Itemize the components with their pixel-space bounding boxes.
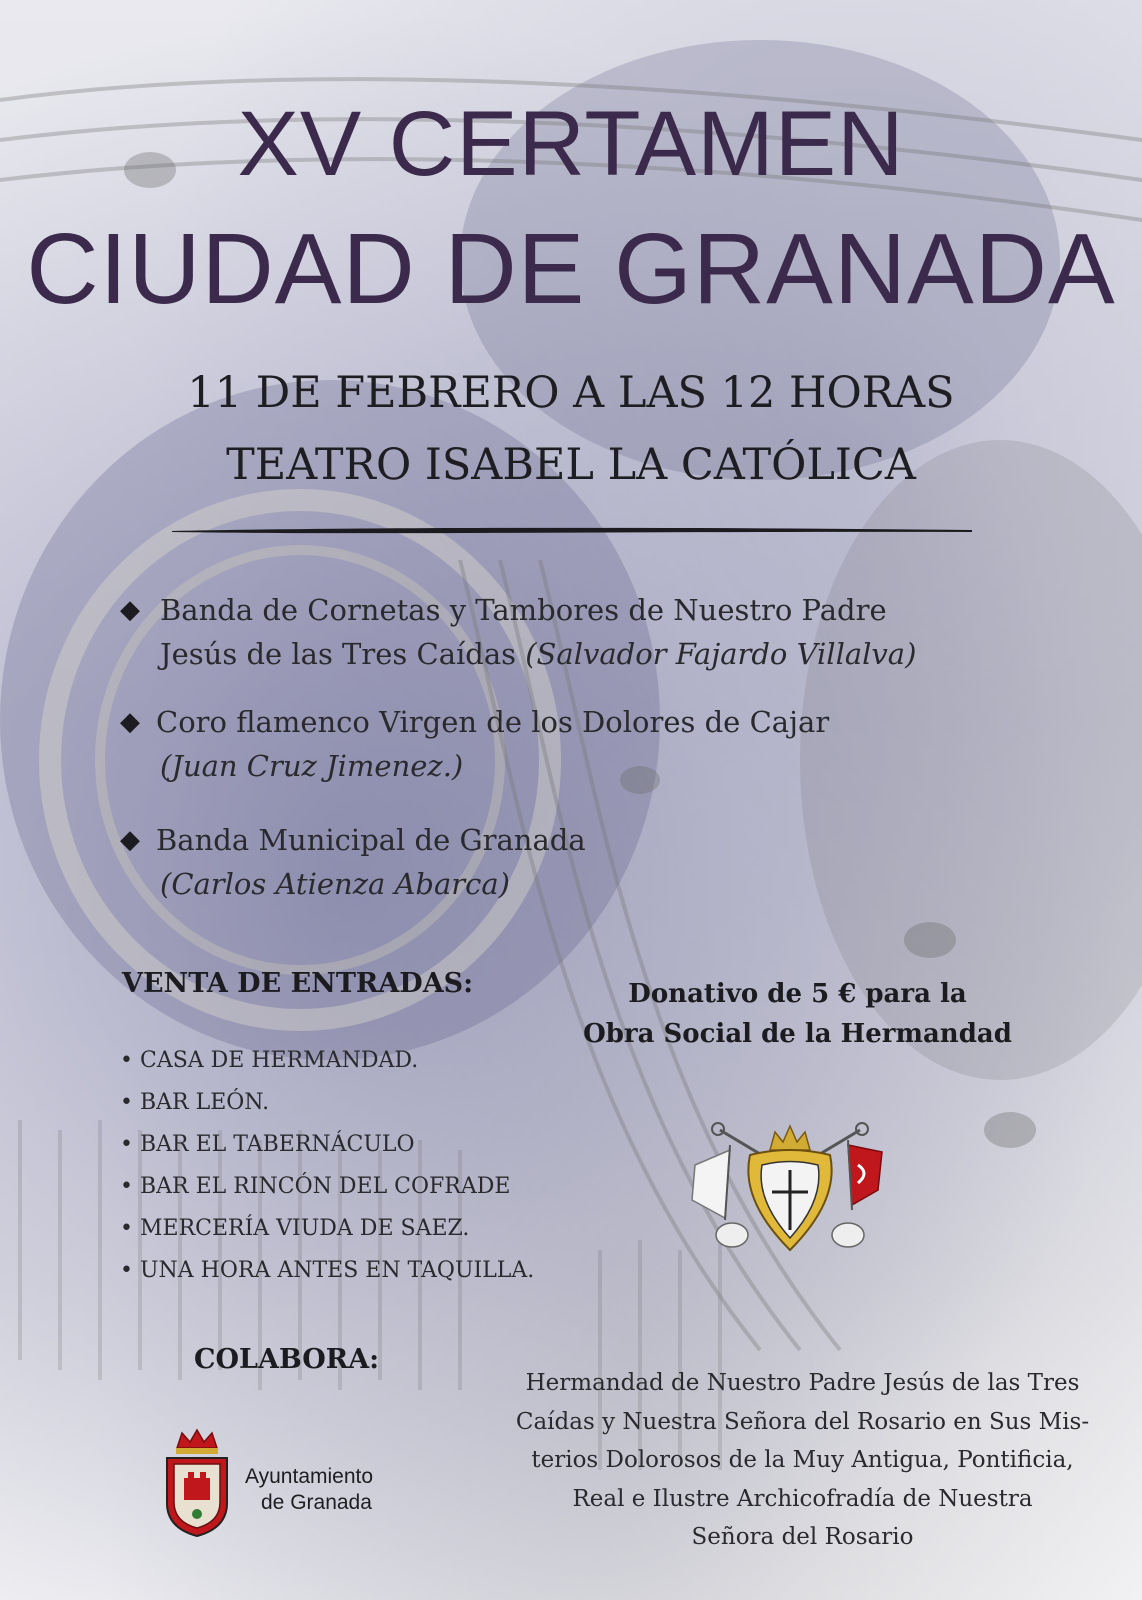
event-venue: TEATRO ISABEL LA CATÓLICA <box>226 440 916 490</box>
performer-name-cont: Jesús de las Tres Caídas <box>160 637 517 671</box>
donation-note <box>560 974 1035 1054</box>
brotherhood-line: terios Dolorosos de la Muy Antigua, Pontificia, <box>531 1447 1074 1473</box>
diamond-bullet-icon: ◆ <box>120 595 140 625</box>
brotherhood-crest-logo <box>690 1120 890 1270</box>
brotherhood-line: Señora del Rosario <box>691 1524 914 1550</box>
list-item: • BAR LEÓN. <box>120 1090 270 1115</box>
list-item: • UNA HORA ANTES EN TAQUILLA. <box>120 1258 535 1283</box>
performer-item <box>120 588 916 676</box>
performer-name: Banda Municipal de Granada <box>156 823 586 857</box>
list-item: • BAR EL RINCÓN DEL COFRADE <box>120 1174 511 1199</box>
performer-name: Coro flamenco Virgen de los Dolores de Cajar <box>156 705 830 739</box>
performer-director: (Juan Cruz Jimenez.) <box>160 749 464 783</box>
granada-city-logo-text <box>245 1464 373 1516</box>
diamond-bullet-icon: ◆ <box>120 707 140 737</box>
performer-director: (Carlos Atienza Abarca) <box>160 867 510 901</box>
divider-brush-stroke <box>172 526 972 536</box>
brotherhood-line: Caídas y Nuestra Señora del Rosario en Sus Mis- <box>515 1408 1090 1435</box>
list-item: • BAR EL TABERNÁCULO <box>120 1132 415 1157</box>
collaborate-heading: COLABORA: <box>194 1344 380 1375</box>
performer-director: (Salvador Fajardo Villalva) <box>525 637 917 671</box>
tickets-list <box>120 1040 534 1292</box>
performer-name: Banda de Cornetas y Tambores de Nuestro Padre <box>160 593 887 627</box>
brotherhood-line: Real e Ilustre Archicofradía de Nuestra <box>572 1485 1033 1512</box>
event-date: 11 DE FEBRERO A LAS 12 HORAS <box>187 368 955 418</box>
granada-city-crest-logo <box>162 1428 232 1538</box>
performer-item <box>120 700 829 788</box>
title-line-2: CIUDAD DE GRANADA <box>26 213 1116 325</box>
performer-item <box>120 818 586 906</box>
donation-line-2: Obra Social de la Hermandad <box>583 1019 1012 1049</box>
donation-line-1: Donativo de 5 € para la <box>628 979 967 1009</box>
logo-text-line-1: Ayuntamiento <box>245 1465 374 1488</box>
diamond-bullet-icon: ◆ <box>120 825 140 855</box>
title-line-1: XV CERTAMEN <box>237 93 905 195</box>
logo-text-line-2: de Granada <box>261 1491 372 1514</box>
brotherhood-name <box>505 1364 1100 1557</box>
brotherhood-line: Hermandad de Nuestro Padre Jesús de las Tres <box>525 1370 1080 1396</box>
tickets-heading: VENTA DE ENTRADAS: <box>122 968 474 999</box>
list-item: • CASA DE HERMANDAD. <box>120 1048 419 1073</box>
list-item: • MERCERÍA VIUDA DE SAEZ. <box>120 1216 470 1241</box>
